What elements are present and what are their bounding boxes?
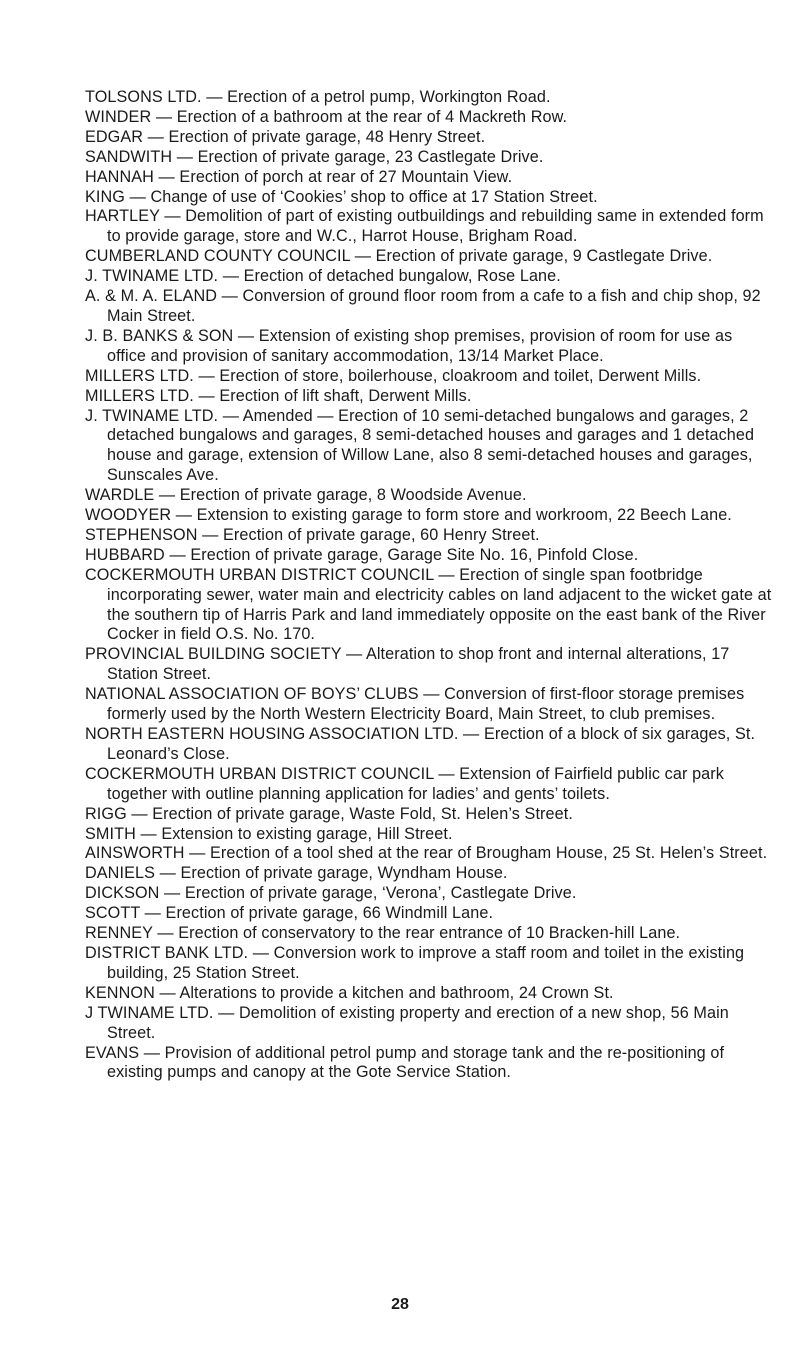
list-entry: COCKERMOUTH URBAN DISTRICT COUNCIL — Erection of single span footbridge incorporating sewer, water main and electricity cables on land adjacent to the wicket gate at the southern tip of Harris Park and land immediately opposite on the east bank of the River Cocker in field O.S. No. 170. — [85, 565, 772, 644]
list-entry: DICKSON — Erection of private garage, ‘Verona’, Castlegate Drive. — [85, 884, 577, 903]
list-entry: WINDER — Erection of a bathroom at the rear of 4 Mackreth Row. — [85, 107, 568, 126]
list-entry: DANIELS — Erection of private garage, Wyndham House. — [85, 864, 508, 883]
list-entry: SMITH — Extension to existing garage, Hill Street. — [85, 824, 453, 843]
list-entry: SCOTT — Erection of private garage, 66 Windmill Lane. — [85, 904, 494, 923]
list-entry: NORTH EASTERN HOUSING ASSOCIATION LTD. — Erection of a block of six garages, St. Leonard’s Close. — [85, 725, 756, 763]
list-entry: J. TWINAME LTD. — Erection of detached bungalow, Rose Lane. — [85, 267, 561, 286]
list-entry: CUMBERLAND COUNTY COUNCIL — Erection of private garage, 9 Castlegate Drive. — [85, 247, 713, 266]
list-entry: EVANS — Provision of additional petrol pump and storage tank and the re-positioning of existing pumps and canopy at the Gote Service Station. — [85, 1043, 725, 1082]
list-entry: EDGAR — Erection of private garage, 48 Henry Street. — [85, 127, 486, 146]
list-entry: MILLERS LTD. — Erection of store, boilerhouse, cloakroom and toilet, Derwent Mills. — [85, 366, 702, 385]
list-entry: KENNON — Alterations to provide a kitchen and bathroom, 24 Crown St. — [85, 983, 614, 1002]
list-entry: TOLSONS LTD. — Erection of a petrol pump, Workington Road. — [85, 88, 551, 106]
list-entry: AINSWORTH — Erection of a tool shed at the rear of Brougham House, 25 St. Helen’s Street. — [85, 844, 768, 863]
list-entry: DISTRICT BANK LTD. — Conversion work to improve a staff room and toilet in the existing building, 25 Station Street. — [85, 943, 745, 982]
list-entry: RIGG — Erection of private garage, Waste Fold, St. Helen’s Street. — [85, 804, 573, 823]
list-entry: STEPHENSON — Erection of private garage, 60 Henry Street. — [85, 525, 540, 544]
list-entry: J. TWINAME LTD. — Amended — Erection of 10 semi-detached bungalows and garages, 2 detached bungalows and garages, 8 semi-detached houses and garages and 1 detached house and garage, extension of Willow Lane, also 8 semi-detached houses and garages, Sunscales Ave. — [85, 406, 755, 485]
list-entry: NATIONAL ASSOCIATION OF BOYS’ CLUBS — Conversion of first-floor storage premises formerly used by the North Western Electricity Board, Main Street, to club premises. — [85, 685, 745, 724]
list-entry: WOODYER — Extension to existing garage to form store and workroom, 22 Beech Lane. — [85, 506, 732, 525]
list-entry: SANDWITH — Erection of private garage, 23 Castlegate Drive. — [85, 147, 544, 166]
list-entry: MILLERS LTD. — Erection of lift shaft, Derwent Mills. — [85, 386, 472, 405]
list-entry: HARTLEY — Demolition of part of existing outbuildings and rebuilding same in extended form to provide garage, store and W.C., Harrot House, Brigham Road. — [85, 207, 764, 246]
list-entry: RENNEY — Erection of conservatory to the rear entrance of 10 Bracken-hill Lane. — [85, 924, 681, 943]
list-entry: HANNAH — Erection of porch at rear of 27 Mountain View. — [85, 167, 513, 186]
list-entry: A. & M. A. ELAND — Conversion of ground floor room from a cafe to a fish and chip shop, 92 Main Street. — [85, 287, 761, 325]
planning-applications-list — [85, 88, 773, 1083]
list-entry: KING — Change of use of ‘Cookies’ shop to office at 17 Station Street. — [85, 187, 598, 206]
list-entry: WARDLE — Erection of private garage, 8 Woodside Avenue. — [85, 486, 527, 505]
list-entry: J TWINAME LTD. — Demolition of existing property and erection of a new shop, 56 Main Street. — [85, 1003, 729, 1042]
list-entry: J. B. BANKS & SON — Extension of existing shop premises, provision of room for use as office and provision of sanitary accommodation, 13/14 Market Place. — [85, 326, 733, 365]
page-number: 28 — [391, 1296, 409, 1313]
list-entry: PROVINCIAL BUILDING SOCIETY — Alteration to shop front and internal alterations, 17 Station Street. — [85, 645, 730, 684]
list-entry: HUBBARD — Erection of private garage, Garage Site No. 16, Pinfold Close. — [85, 545, 639, 564]
list-entry: COCKERMOUTH URBAN DISTRICT COUNCIL — Extension of Fairfield public car park together with outline planning application for ladies’ and gents’ toilets. — [85, 764, 724, 803]
